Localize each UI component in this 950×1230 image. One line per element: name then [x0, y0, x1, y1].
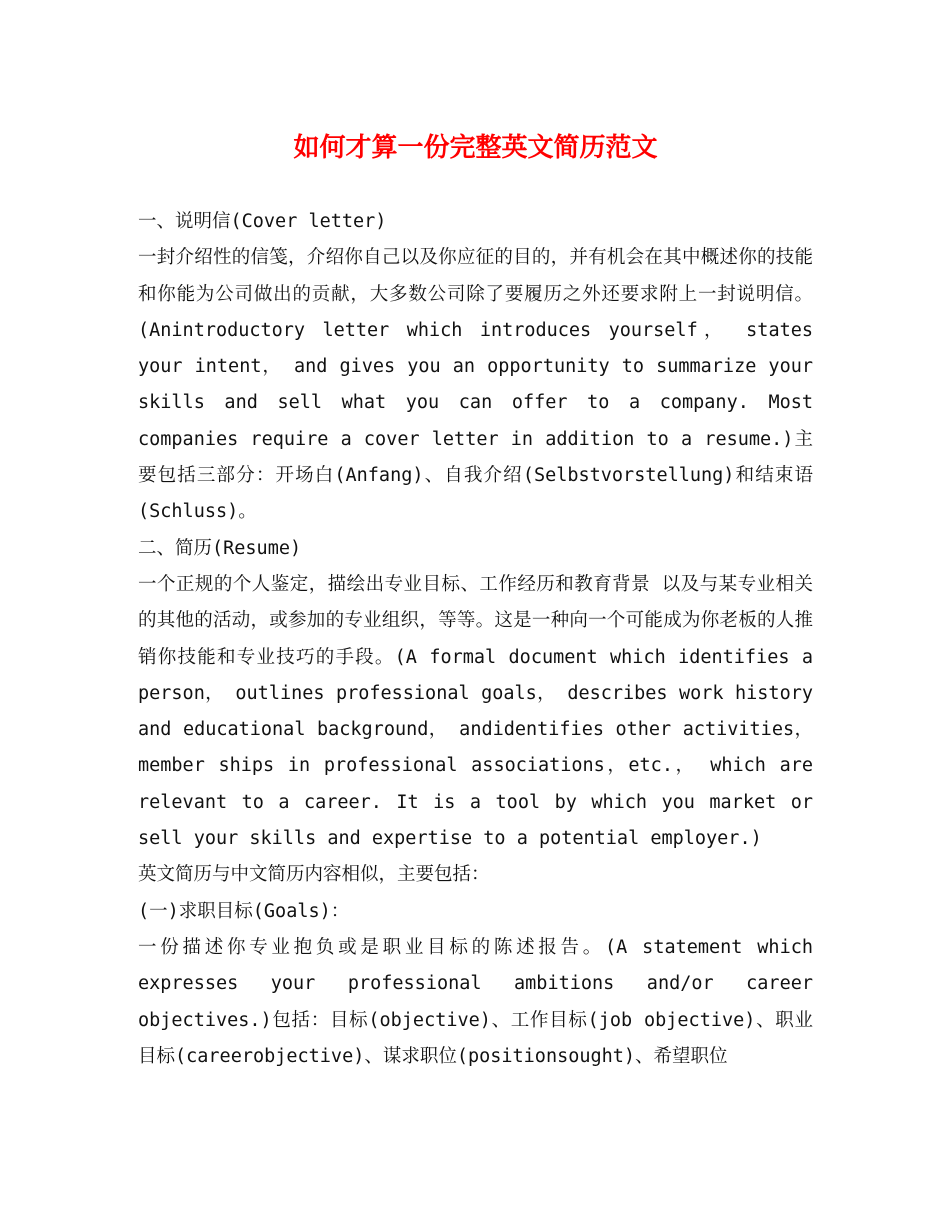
document-title: 如何才算一份完整英文简历范文: [293, 133, 658, 163]
paragraph-goals-description: 一份描述你专业抱负或是职业目标的陈述报告。(A statement which expresses your professional ambitions and/or career objectives.)包括：目标(objective)、工作目标(job objective)、职业目标(careerobjective)、谋求职位(positionsought)、希望职位: [138, 936, 813, 1067]
paragraph-cover-letter-description: 一封介绍性的信笺，介绍你自己以及你应征的目的，并有机会在其中概述你的技能和你能为公司做出的贡献，大多数公司除了要履历之外还要求附上一封说明信。(Anintroductory letter which introduces yourself， states your intent， and gives you an opportunity to summarize your skills and sell what you can offer to a company. Most companies require a cover letter in addition to a resume.)主要包括三部分：开场白(Anfang)、自我介绍(Selbstvorstellung)和结束语(Schluss)。: [138, 247, 813, 523]
paragraph-resume-description: 一个正规的个人鉴定，描绘出专业目标、工作经历和教育背景 以及与某专业相关的其他的活动，或参加的专业组织，等等。这是一种向一个可能成为你老板的人推销你技能和专业技巧的手段。(A formal document which identifies a person， outlines professional goals， describes work history and educational background， andidentifies other activities， member ships in professional associations，etc.， which are relevant to a career. It is a tool by which you market or sell your skills and expertise to a potential employer.): [138, 573, 813, 850]
paragraph-resume-contents-intro: 英文简历与中文简历内容相似，主要包括：: [138, 864, 490, 886]
section-heading-resume: 二、简历(Resume): [138, 537, 302, 559]
section-heading-cover-letter: 一、说明信(Cover letter): [138, 211, 387, 232]
document-body: [138, 204, 813, 1075]
section-heading-goals: (一)求职目标(Goals)：: [138, 900, 350, 922]
